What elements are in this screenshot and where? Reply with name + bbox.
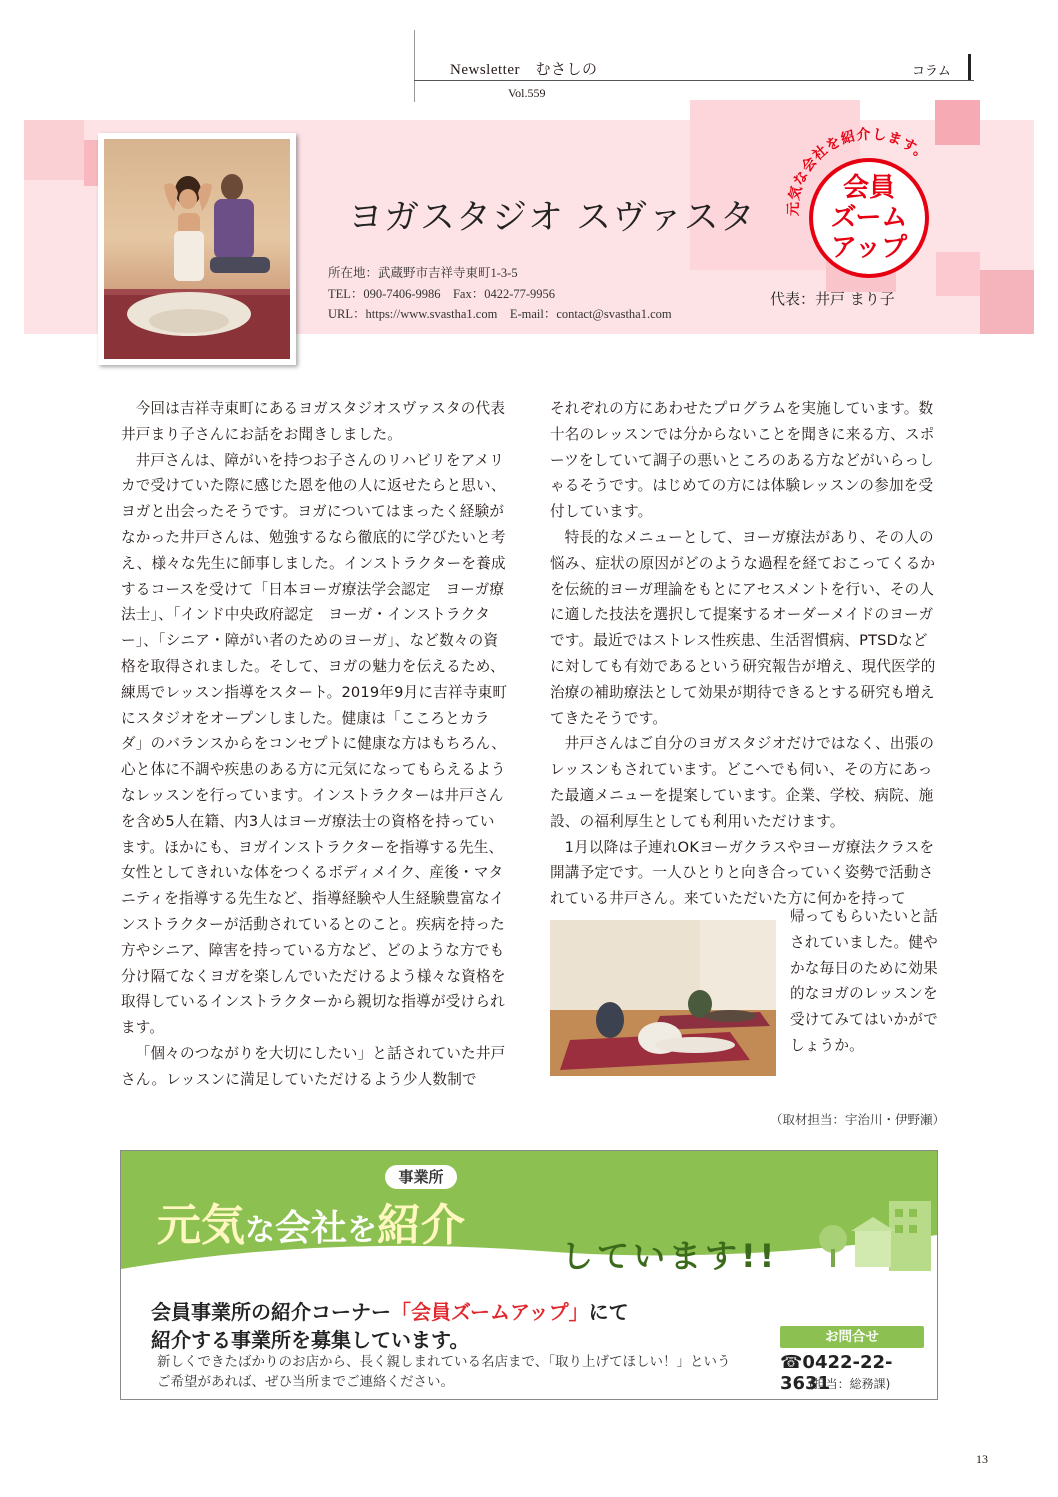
article-column-2-wrap: 帰ってもらいたいと話されていました。健やかな毎日のために効果的なヨガのレッスンを受けてみてはいかがでしょうか。: [790, 908, 938, 1054]
url-email: URL：https://www.svastha1.com E-mail：contact@svastha1.com: [328, 307, 672, 321]
headline-part: な: [245, 1213, 275, 1248]
ad-line1-a: 会員事業所の紹介コーナー: [151, 1300, 391, 1324]
badge-arc-text: 元気な会社を紹介します。: [785, 126, 933, 217]
ad-small-line-1: 新しくできたばかりのお店から、長く親しまれている名店まで、「取り上げてほしい！」という: [157, 1354, 731, 1370]
address: 所在地：武蔵野市吉祥寺東町1-3-5: [328, 266, 518, 280]
headline-part: しています!!: [561, 1237, 779, 1275]
badge-line1: 会員: [842, 173, 896, 203]
badge-line2: ズーム: [830, 203, 908, 233]
paragraph: 井戸さんは、障がいを持つお子さんのリハビリをアメリカで受けていた際に感じた恩を他の人に返せたらと思い、ヨガと出会ったそうです。ヨガについてはまったく経験がなかった井戸さんは、勉強するなら徹底的に学びたいと考え、様々な先生に師事しました。インストラクターを養成するコースを受けて「日本ヨーガ療法学会認定 ヨーガ療法士」、「インド中央政府認定 ヨーガ・インストラクター」、「シニア・障がい者のためのヨーガ」、など数々の資格を取得されました。そして、ヨガの魅力を伝えるため、練馬でレッスン指導をスタート。2019年9月に吉祥寺東町にスタジオをオープンしました。健康は「こころとカラダ」のバランスからをコンセプトに健康な方はもちろん、心と体に不調や疾患のある方に元気になってもらえるようなレッスンを行っています。インストラクターは井戸さんを含め5人在籍、内3人はヨーガ療法士の資格を持っています。ほかにも、ヨガインストラクターを指導する先生、女性としてきれいな体をつくるボディメイク、産後・マタニティを指導する先生など、指導経験や人生経験豊富なインストラクターが活動されているとのこと。疾病を持った方やシニア、障害を持っている方など、どのような方でも分け隔てなくヨガを楽しんでいただけるよう様々な資格を取得しているインストラクターから親切な指導が受けられます。: [121, 451, 508, 1037]
header-accent-bar: [968, 54, 971, 80]
town-illustration: [811, 1191, 937, 1281]
headline-part: を: [347, 1213, 378, 1248]
paragraph: 今回は吉祥寺東町にあるヨガスタジオスヴァスタの代表井戸まり子さんにお話をお聞きしました。: [121, 400, 506, 443]
ad-headline: [157, 1189, 465, 1253]
paragraph: 「個々のつながりを大切にしたい」と話されていた井戸さん。レッスンに満足していただけるよう少人数制で: [121, 1044, 506, 1088]
ad-tag: 事業所: [385, 1165, 457, 1189]
header-divider-horizontal: [414, 80, 974, 81]
article-column-1: [121, 396, 509, 1093]
paragraph: 井戸さんはご自分のヨガスタジオだけではなく、出張のレッスンもされています。どこへでも伺い、その方にあった最適メニューを提案しています。企業、学校、病院、施設、の福利厚生としても利用いただけます。: [550, 735, 935, 830]
headline-part: 元気: [157, 1200, 245, 1251]
headline-part: 紹介: [377, 1200, 466, 1251]
contact-label: お問合せ: [780, 1326, 924, 1348]
page-number: 13: [976, 1452, 988, 1466]
paragraph: それぞれの方にあわせたプログラムを実施しています。数十名のレッスンでは分からないことを聞きに来る方、スポーツをしていて調子の悪いところのある方などがいらっしゃるそうです。はじめての方には体験レッスンの参加を受付しています。: [550, 400, 935, 521]
headline-part: 会社: [275, 1208, 348, 1249]
banner-square: [24, 120, 84, 180]
member-zoom-up-badge: [770, 106, 970, 296]
ad-small-line-2: ご希望があれば、ぜひ当所までご連絡ください。: [157, 1374, 454, 1390]
newsletter-title: Newsletter むさしの: [450, 62, 598, 78]
ad-line1-c: にて: [588, 1300, 629, 1324]
recruitment-ad: [120, 1150, 938, 1400]
yoga-class-photo: [550, 920, 776, 1076]
interview-credit: （取材担当：宇治川・伊野瀬）: [770, 1112, 946, 1127]
badge-line3: アップ: [830, 233, 908, 263]
paragraph: 特長的なメニューとして、ヨーガ療法があり、その人の悩み、症状の原因がどのような過程を経ておこってくるかを伝統的ヨーガ理論をもとにアセスメントを行い、その人に適した技法を選択して提案するオーダーメイドのヨーガです。最近ではストレス性疾患、生活習慣病、PTSDなどに対しても有効であるという研究報告が増え、現代医学的治療の補助療法として効果が期待できるとする研究も増えてきたそうです。: [550, 528, 936, 727]
studio-name: ヨガスタジオ スヴァスタ: [348, 198, 756, 238]
paragraph: 1月以降は子連れOKヨーガクラスやヨーガ療法クラスを開講予定です。一人ひとりと向き合っていく姿勢で活動されている井戸さん。来ていただいた方に何かを持って: [550, 838, 935, 908]
volume-number: Vol.559: [508, 86, 546, 100]
profile-photo: [104, 139, 290, 359]
banner-square: [980, 270, 1034, 334]
representative: 代表：井戸 まり子: [770, 290, 895, 308]
header-divider-vertical: [414, 30, 415, 102]
ad-line1-highlight: 「会員ズームアップ」: [391, 1300, 589, 1324]
ad-main-line-2: 紹介する事業所を募集しています。: [151, 1328, 470, 1352]
contact-phone: ☎0422-22-3631: [780, 1352, 893, 1394]
ad-main-line-1: [151, 1296, 629, 1325]
tel-fax: TEL：090-7406-9986 Fax：0422-77-9956: [328, 287, 556, 301]
section-label: コラム: [912, 64, 951, 79]
contact-note: (担当：総務課): [809, 1377, 891, 1391]
article-column-2: [550, 396, 942, 912]
